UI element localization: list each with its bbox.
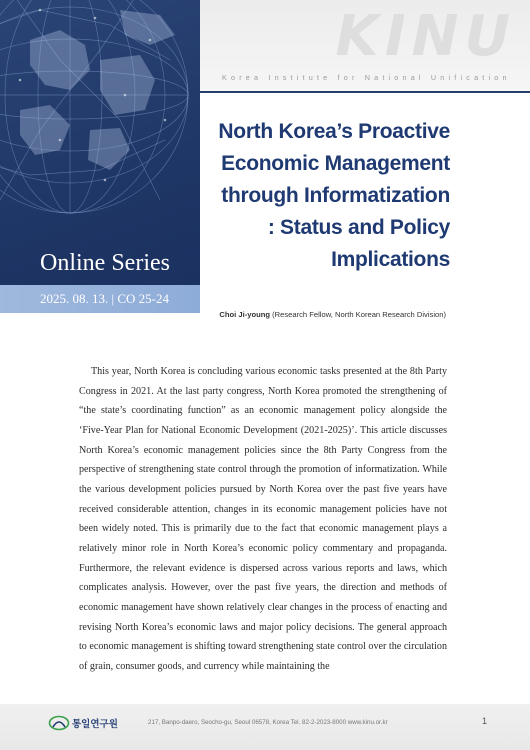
publication-date-code: 2025. 08. 13. | CO 25-24: [40, 291, 169, 306]
kinu-logo-icon: [48, 715, 70, 731]
page-number: 1: [482, 716, 488, 726]
cover-panel: [0, 0, 200, 285]
title-line: Economic Management: [221, 152, 450, 175]
title-line: North Korea’s Proactive: [218, 120, 450, 143]
title-line: : Status and Policy: [267, 216, 450, 239]
footer-address: 217, Banpo-daero, Seocho-gu, Seoul 06578, Korea Tel. 82-2-2023-8000 www.kinu.or.kr: [148, 719, 388, 726]
author-name: Choi Ji-young: [219, 310, 270, 319]
kinu-logo-watermark: KINU: [335, 4, 516, 69]
body-paragraph: This year, North Korea is concluding various economic tasks presented at the 8th Party Congress in 2021. At the last party congress, North Korea promoted the strengthening of “the state’s coordinating function” as an economic management policy alongside the ‘Five-Year Plan for National Economic Development (2021-2025)’. This article discusses North Korea’s economic management policies since the 8th Party Congress from the perspective of strengthening state control through the promotion of informatization. While the various development policies pursued by North Korea over the past five years have received considerable attention, changes in its economic management policies have not been widely noted. This is primarily due to the fact that economic management plays a relatively minor role in North Korea’s economic policy commentary and propaganda. Furthermore, the relevant evidence is dispersed across various reports and laws, which complicates analysis. However, over the past five years, the direction and methods of economic management have shown relatively clear changes in the process of enacting and revising North Korea’s economic laws and major policy decisions. The general approach to economic management is shifting toward strengthening state control over the circulation of grain, consumer goods, and currency while maintaining the: [79, 366, 447, 672]
title-line: through Informatization: [221, 184, 450, 207]
kinu-logo-name: 통일연구원: [72, 719, 118, 730]
report-title: [200, 116, 450, 276]
author-line: [219, 310, 446, 319]
title-line: Implications: [331, 248, 450, 271]
series-title: Online Series: [40, 250, 170, 276]
header-divider: [200, 91, 530, 93]
globe-graphic: [0, 0, 200, 285]
author-affiliation: (Research Fellow, North Korean Research Division): [270, 310, 446, 319]
institute-name: Korea Institute for National Unification: [222, 73, 511, 82]
